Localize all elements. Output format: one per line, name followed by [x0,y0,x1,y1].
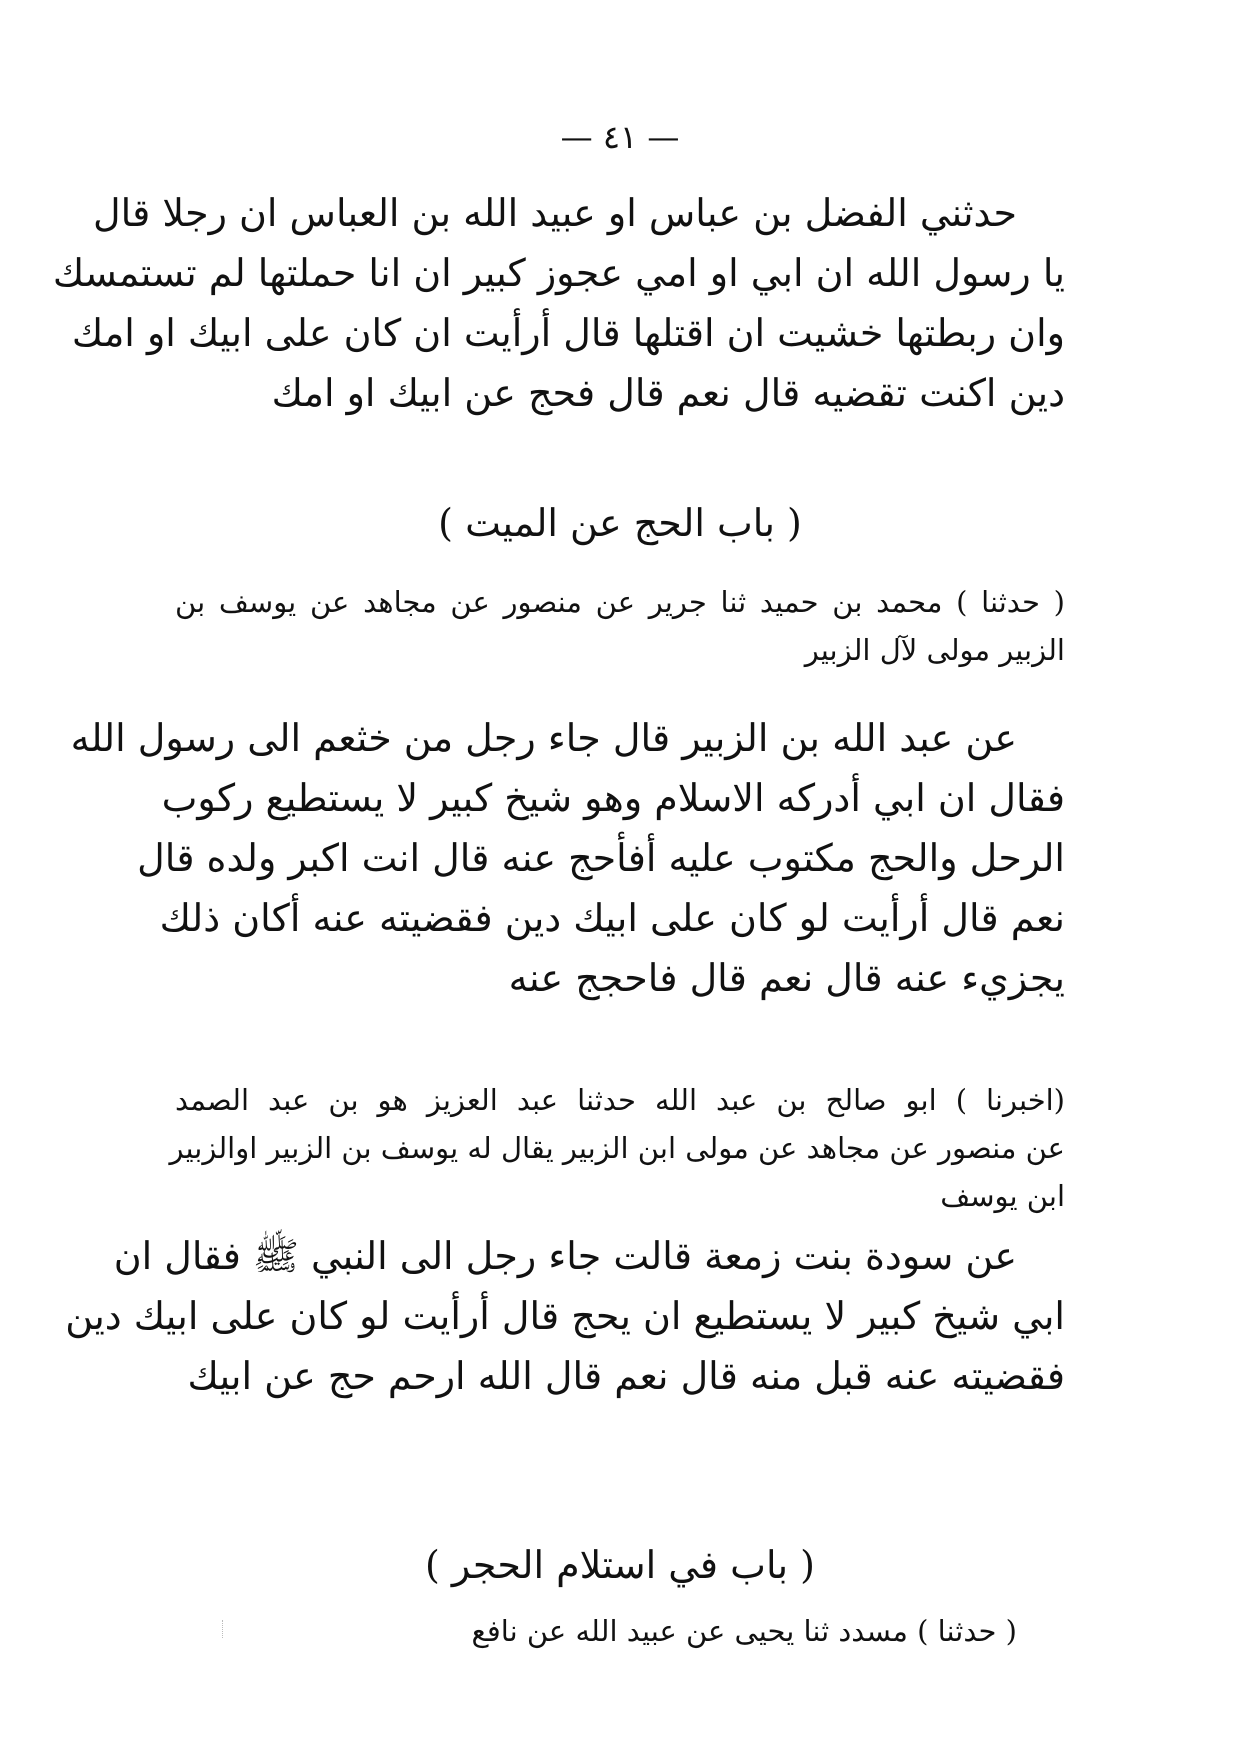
text-line: دين اكنت تقضيه قال نعم قال فحج عن ابيك او امك [271,371,1065,415]
text-line: عن عبد الله بن الزبير قال جاء رجل من خثعم الى رسول الله [70,716,1017,760]
page-number: — ٤١ — [560,118,680,156]
text-line: فقال ان ابي أدركه الاسلام وهو شيخ كبير لا يستطيع ركوب [161,776,1065,820]
text-line: فقضيته عنه قبل منه قال نعم قال الله ارحم حج عن ابيك [187,1354,1065,1398]
isnad-chain-1 [175,578,1065,674]
text-line: (اخبرنا ) ابو صالح بن عبد الله حدثنا عبد العزيز هو بن عبد الصمد [175,1083,1065,1117]
text-line: ( حدثنا ) محمد بن حميد ثنا جرير عن منصور عن مجاهد عن يوسف بن [175,585,1065,619]
text-line: حدثني الفضل بن عباس او عبيد الله بن العباس ان رجلا قال [92,191,1017,235]
text-line: الزبير مولى لآل الزبير [804,633,1065,667]
hadith-paragraph-2 [70,708,1065,1008]
text-line: وان ربطتها خشيت ان اقتلها قال أرأيت ان كان على ابيك او امك [71,311,1065,355]
hadith-paragraph-1 [52,183,1065,423]
text-line: ابن يوسف [940,1179,1065,1213]
text-line: الرحل والحج مكتوب عليه أفأحج عنه قال انت اكبر ولده قال [137,836,1065,880]
isnad-chain-2 [169,1076,1065,1220]
chapter-heading-hajj-for-deceased: ( باب الحج عن الميت ) [438,501,802,545]
text-line: ( حدثنا ) مسدد ثنا يحيى عن عبيد الله عن نافع [471,1614,1017,1648]
text-line: نعم قال أرأيت لو كان على ابيك دين فقضيته عنه أكان ذلك [159,896,1065,940]
text-line: يا رسول الله ان ابي او امي عجوز كبير ان انا حملتها لم تستمسك [52,251,1065,295]
text-line: عن سودة بنت زمعة قالت جاء رجل الى النبي ﷺ فقال ان [113,1234,1017,1278]
text-line: يجزيء عنه قال نعم قال فاحجج عنه [508,956,1065,1000]
hadith-paragraph-3 [65,1226,1065,1406]
text-line: ابي شيخ كبير لا يستطيع ان يحج قال أرأيت لو كان على ابيك دين [65,1294,1065,1338]
scan-speck [222,1620,231,1638]
text-line: عن منصور عن مجاهد عن مولى ابن الزبير يقال له يوسف بن الزبير اوالزبير [169,1131,1065,1165]
chapter-heading-touching-stone: ( باب في استلام الحجر ) [424,1543,816,1587]
isnad-chain-3 [175,1607,1065,1655]
